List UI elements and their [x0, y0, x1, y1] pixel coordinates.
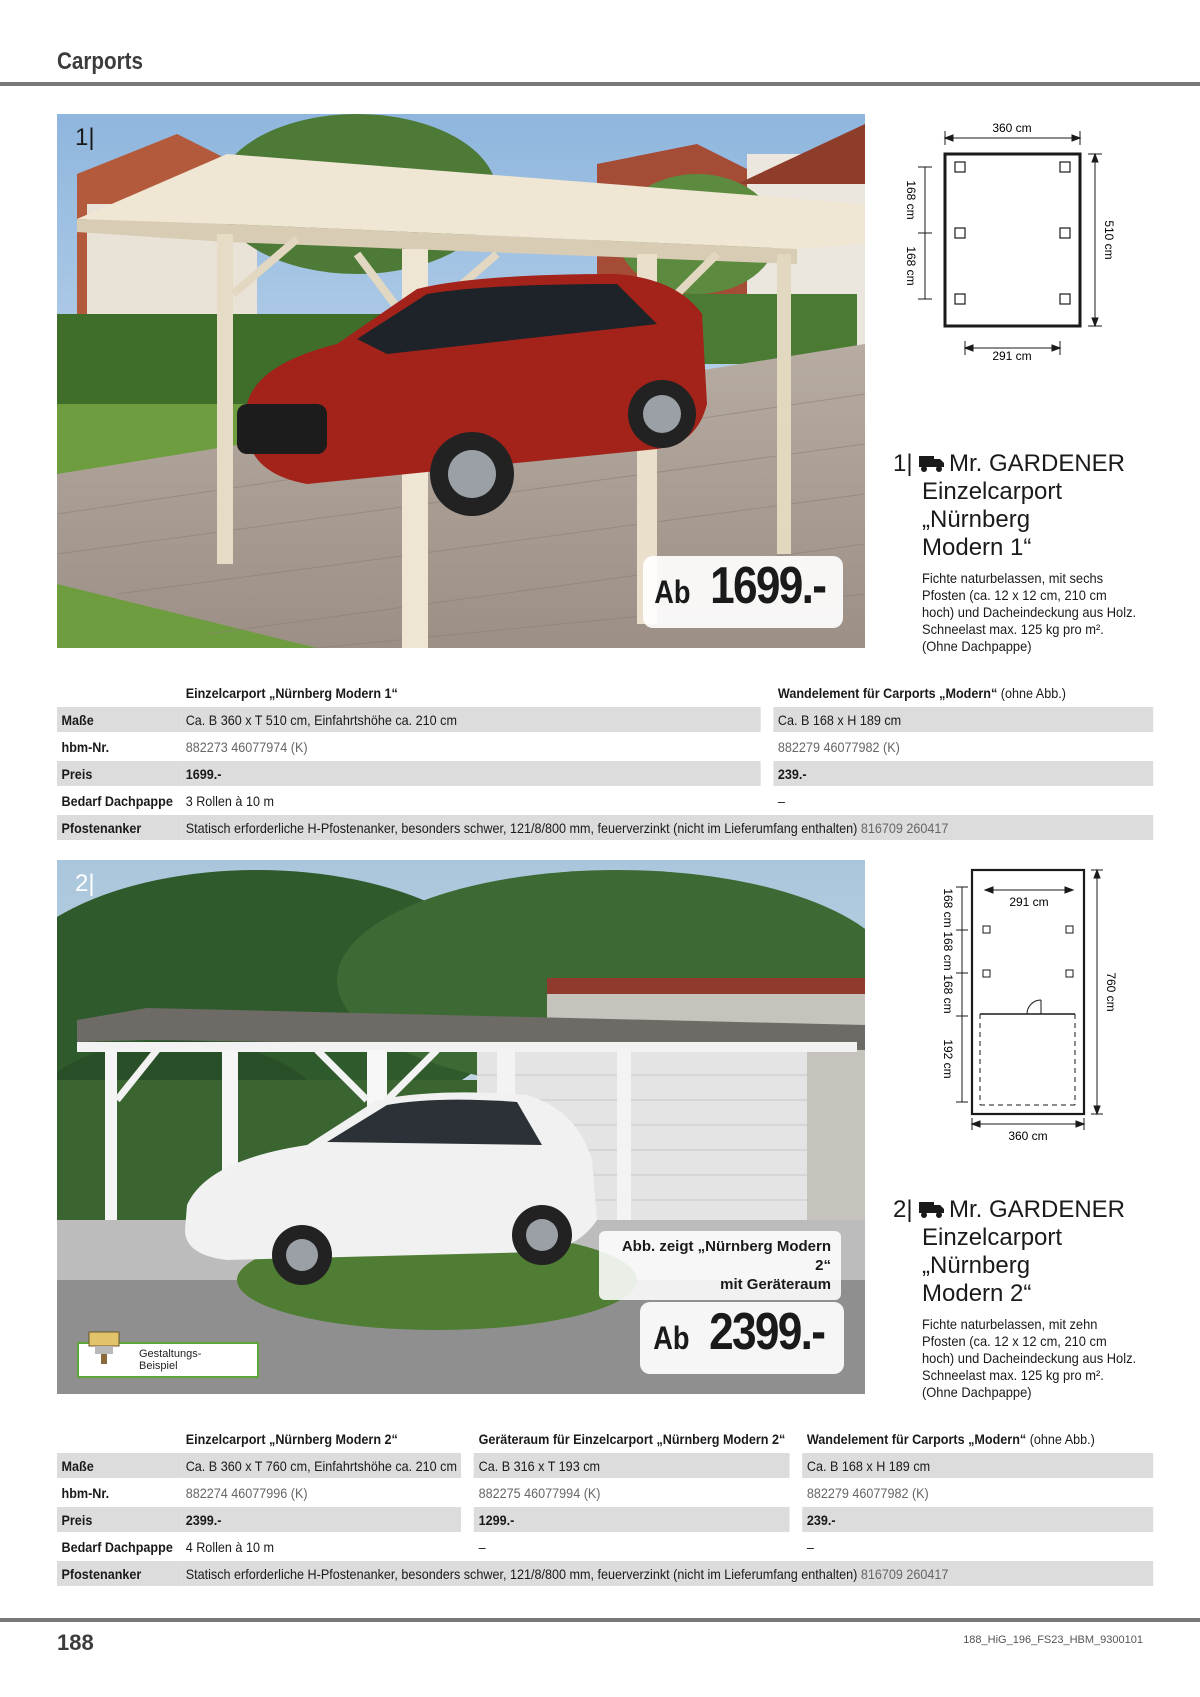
table-cell: Ca. B 168 x H 189 cm [802, 1453, 1153, 1478]
product-number: 2| [893, 1196, 913, 1223]
price-tag [640, 1302, 844, 1374]
product-title-line: „Nürnberg [922, 506, 1031, 533]
caption-line: mit Geräteraum [720, 1276, 831, 1293]
plan-span-1: 168 cm [941, 888, 955, 928]
description-line: Fichte naturbelassen, mit zehn [922, 1316, 1098, 1332]
row-label: hbm-Nr. [61, 1484, 110, 1501]
table-cell: Ca. B 360 x T 510 cm, Einfahrtshöhe ca. 210 cm [181, 707, 761, 732]
plan-depth: 760 cm [1104, 972, 1118, 1012]
row-label: Preis [57, 1507, 181, 1532]
table-row [57, 1561, 1153, 1586]
table-cell: – [478, 1538, 486, 1555]
table-cell: 2399.- [181, 1507, 461, 1532]
table-cell: Ca. B 360 x T 760 cm, Einfahrtshöhe ca. 210 cm [181, 1453, 461, 1478]
table-cell: 882279 46077982 (K) [777, 738, 900, 755]
image-caption [599, 1231, 841, 1300]
product-title-line: Einzelcarport [922, 1224, 1063, 1251]
table-header: Einzelcarport „Nürnberg Modern 1“ [185, 684, 398, 701]
row-label: Preis [57, 761, 181, 786]
product-description [922, 1316, 1153, 1401]
row-label: Pfostenanker [57, 1561, 181, 1586]
table-cell: 882273 46077974 (K) [185, 738, 308, 755]
plan-width-bottom: 360 cm [1008, 1129, 1048, 1142]
table-row [57, 788, 1153, 813]
table-row [57, 707, 1153, 732]
row-label: Pfostenanker [57, 815, 181, 840]
description-line: Fichte naturbelassen, mit sechs [922, 570, 1104, 586]
description-line: (Ohne Dachpappe) [922, 638, 1032, 654]
product-title-line: Modern 1“ [922, 534, 1032, 561]
table-row [57, 1507, 1153, 1532]
product-description [922, 570, 1153, 655]
page-number: 188 [57, 1630, 94, 1655]
product-2-info [893, 1196, 1173, 1401]
row-label: Bedarf Dachpappe [61, 1538, 173, 1555]
table-cell: 1699.- [181, 761, 761, 786]
table-cell: 4 Rollen à 10 m [185, 1538, 274, 1555]
table-cell: – [806, 1538, 814, 1555]
product-title-line: Modern 2“ [922, 1280, 1032, 1307]
plan-width-top: 291 cm [1009, 895, 1049, 909]
plan-span-1: 168 cm [904, 180, 918, 220]
description-line: hoch) und Dacheindeckung aus Holz. [922, 604, 1137, 620]
description-line: Pfosten (ca. 12 x 12 cm, 210 cm [922, 587, 1107, 603]
caption-line: Abb. zeigt „Nürnberg Modern 2“ [621, 1238, 831, 1274]
table-cell: – [777, 792, 785, 809]
table-row [57, 815, 1153, 840]
plan-span-2: 168 cm [904, 246, 918, 286]
footer-divider [0, 1618, 1200, 1622]
table-cell: Ca. B 168 x H 189 cm [773, 707, 1153, 732]
design-example-badge [77, 1342, 259, 1378]
table-cell: 882275 46077994 (K) [478, 1484, 601, 1501]
floor-plan-2 [925, 862, 1125, 1142]
table-cell: 239.- [802, 1507, 1153, 1532]
table-cell: 3 Rollen à 10 m [185, 792, 274, 809]
product-1-photo [57, 114, 865, 648]
product-title-line: Einzelcarport [922, 478, 1063, 505]
table-row [57, 1480, 1153, 1505]
table-row [57, 1453, 1153, 1478]
price-tag [643, 556, 843, 628]
table-row [57, 734, 1153, 759]
section-title: Carports [57, 48, 144, 75]
plan-depth: 510 cm [1102, 220, 1116, 260]
table-header: Wandelement für Carports „Modern“ (ohne Abb.) [777, 684, 1066, 701]
description-line: Schneelast max. 125 kg pro m². [922, 621, 1104, 637]
row-label: Bedarf Dachpappe [61, 792, 173, 809]
plan-width-top: 360 cm [992, 121, 1032, 135]
row-label: Maße [57, 707, 181, 732]
table-header: Geräteraum für Einzelcarport „Nürnberg Modern 2“ [478, 1430, 786, 1447]
row-label: Maße [57, 1453, 181, 1478]
table-cell: Statisch erforderliche H-Pfostenanker, besonders schwer, 121/8/800 mm, feuerverzinkt (nicht im Lieferumfang enthalten) 816709 260417 [181, 815, 1153, 840]
table-cell: 1299.- [474, 1507, 790, 1532]
photo-number: 2| [75, 870, 95, 897]
photo-number: 1| [75, 124, 95, 151]
row-label: hbm-Nr. [61, 738, 110, 755]
table-cell: Ca. B 316 x T 193 cm [474, 1453, 790, 1478]
description-line: Pfosten (ca. 12 x 12 cm, 210 cm [922, 1333, 1107, 1349]
plan-span-4: 192 cm [941, 1039, 955, 1079]
paint-brush-icon [81, 1330, 131, 1364]
table-row [57, 1534, 1153, 1559]
description-line: (Ohne Dachpappe) [922, 1384, 1032, 1400]
price-value: 2399.- [708, 1303, 824, 1361]
product-number: 1| [893, 450, 913, 477]
table-cell: 239.- [773, 761, 1153, 786]
header-divider [0, 82, 1200, 86]
spec-table-1 [57, 678, 1153, 842]
plan-width-bottom: 291 cm [992, 349, 1032, 363]
table-cell: 882279 46077982 (K) [806, 1484, 929, 1501]
badge-text: Gestaltungs- Beispiel [139, 1348, 202, 1372]
plan-span-3: 168 cm [941, 974, 955, 1014]
product-2-photo [57, 860, 865, 1394]
product-title-line: „Nürnberg [922, 1252, 1031, 1279]
floor-plan-1 [880, 116, 1120, 376]
table-cell: Statisch erforderliche H-Pfostenanker, besonders schwer, 121/8/800 mm, feuerverzinkt (nicht im Lieferumfang enthalten) 816709 260417 [181, 1561, 1153, 1586]
description-line: hoch) und Dacheindeckung aus Holz. [922, 1350, 1137, 1366]
price-value: 1699.- [709, 557, 825, 615]
truck-icon [919, 1200, 945, 1218]
price-prefix: Ab [654, 574, 691, 610]
description-line: Schneelast max. 125 kg pro m². [922, 1367, 1104, 1383]
spec-table-2 [57, 1424, 1153, 1588]
plan-span-2: 168 cm [941, 931, 955, 971]
product-heading [893, 450, 1173, 478]
product-heading [893, 1196, 1173, 1224]
price-prefix: Ab [653, 1320, 690, 1356]
brand-name: Mr. GARDENER [949, 450, 1126, 477]
table-row [57, 761, 1153, 786]
product-1-info [893, 450, 1173, 655]
table-header: Wandelement für Carports „Modern“ (ohne Abb.) [806, 1430, 1095, 1447]
table-header: Einzelcarport „Nürnberg Modern 2“ [185, 1430, 398, 1447]
table-cell: 882274 46077996 (K) [185, 1484, 308, 1501]
brand-name: Mr. GARDENER [949, 1196, 1126, 1223]
document-code: 188_HiG_196_FS23_HBM_9300101 [963, 1634, 1143, 1646]
truck-icon [919, 454, 945, 472]
